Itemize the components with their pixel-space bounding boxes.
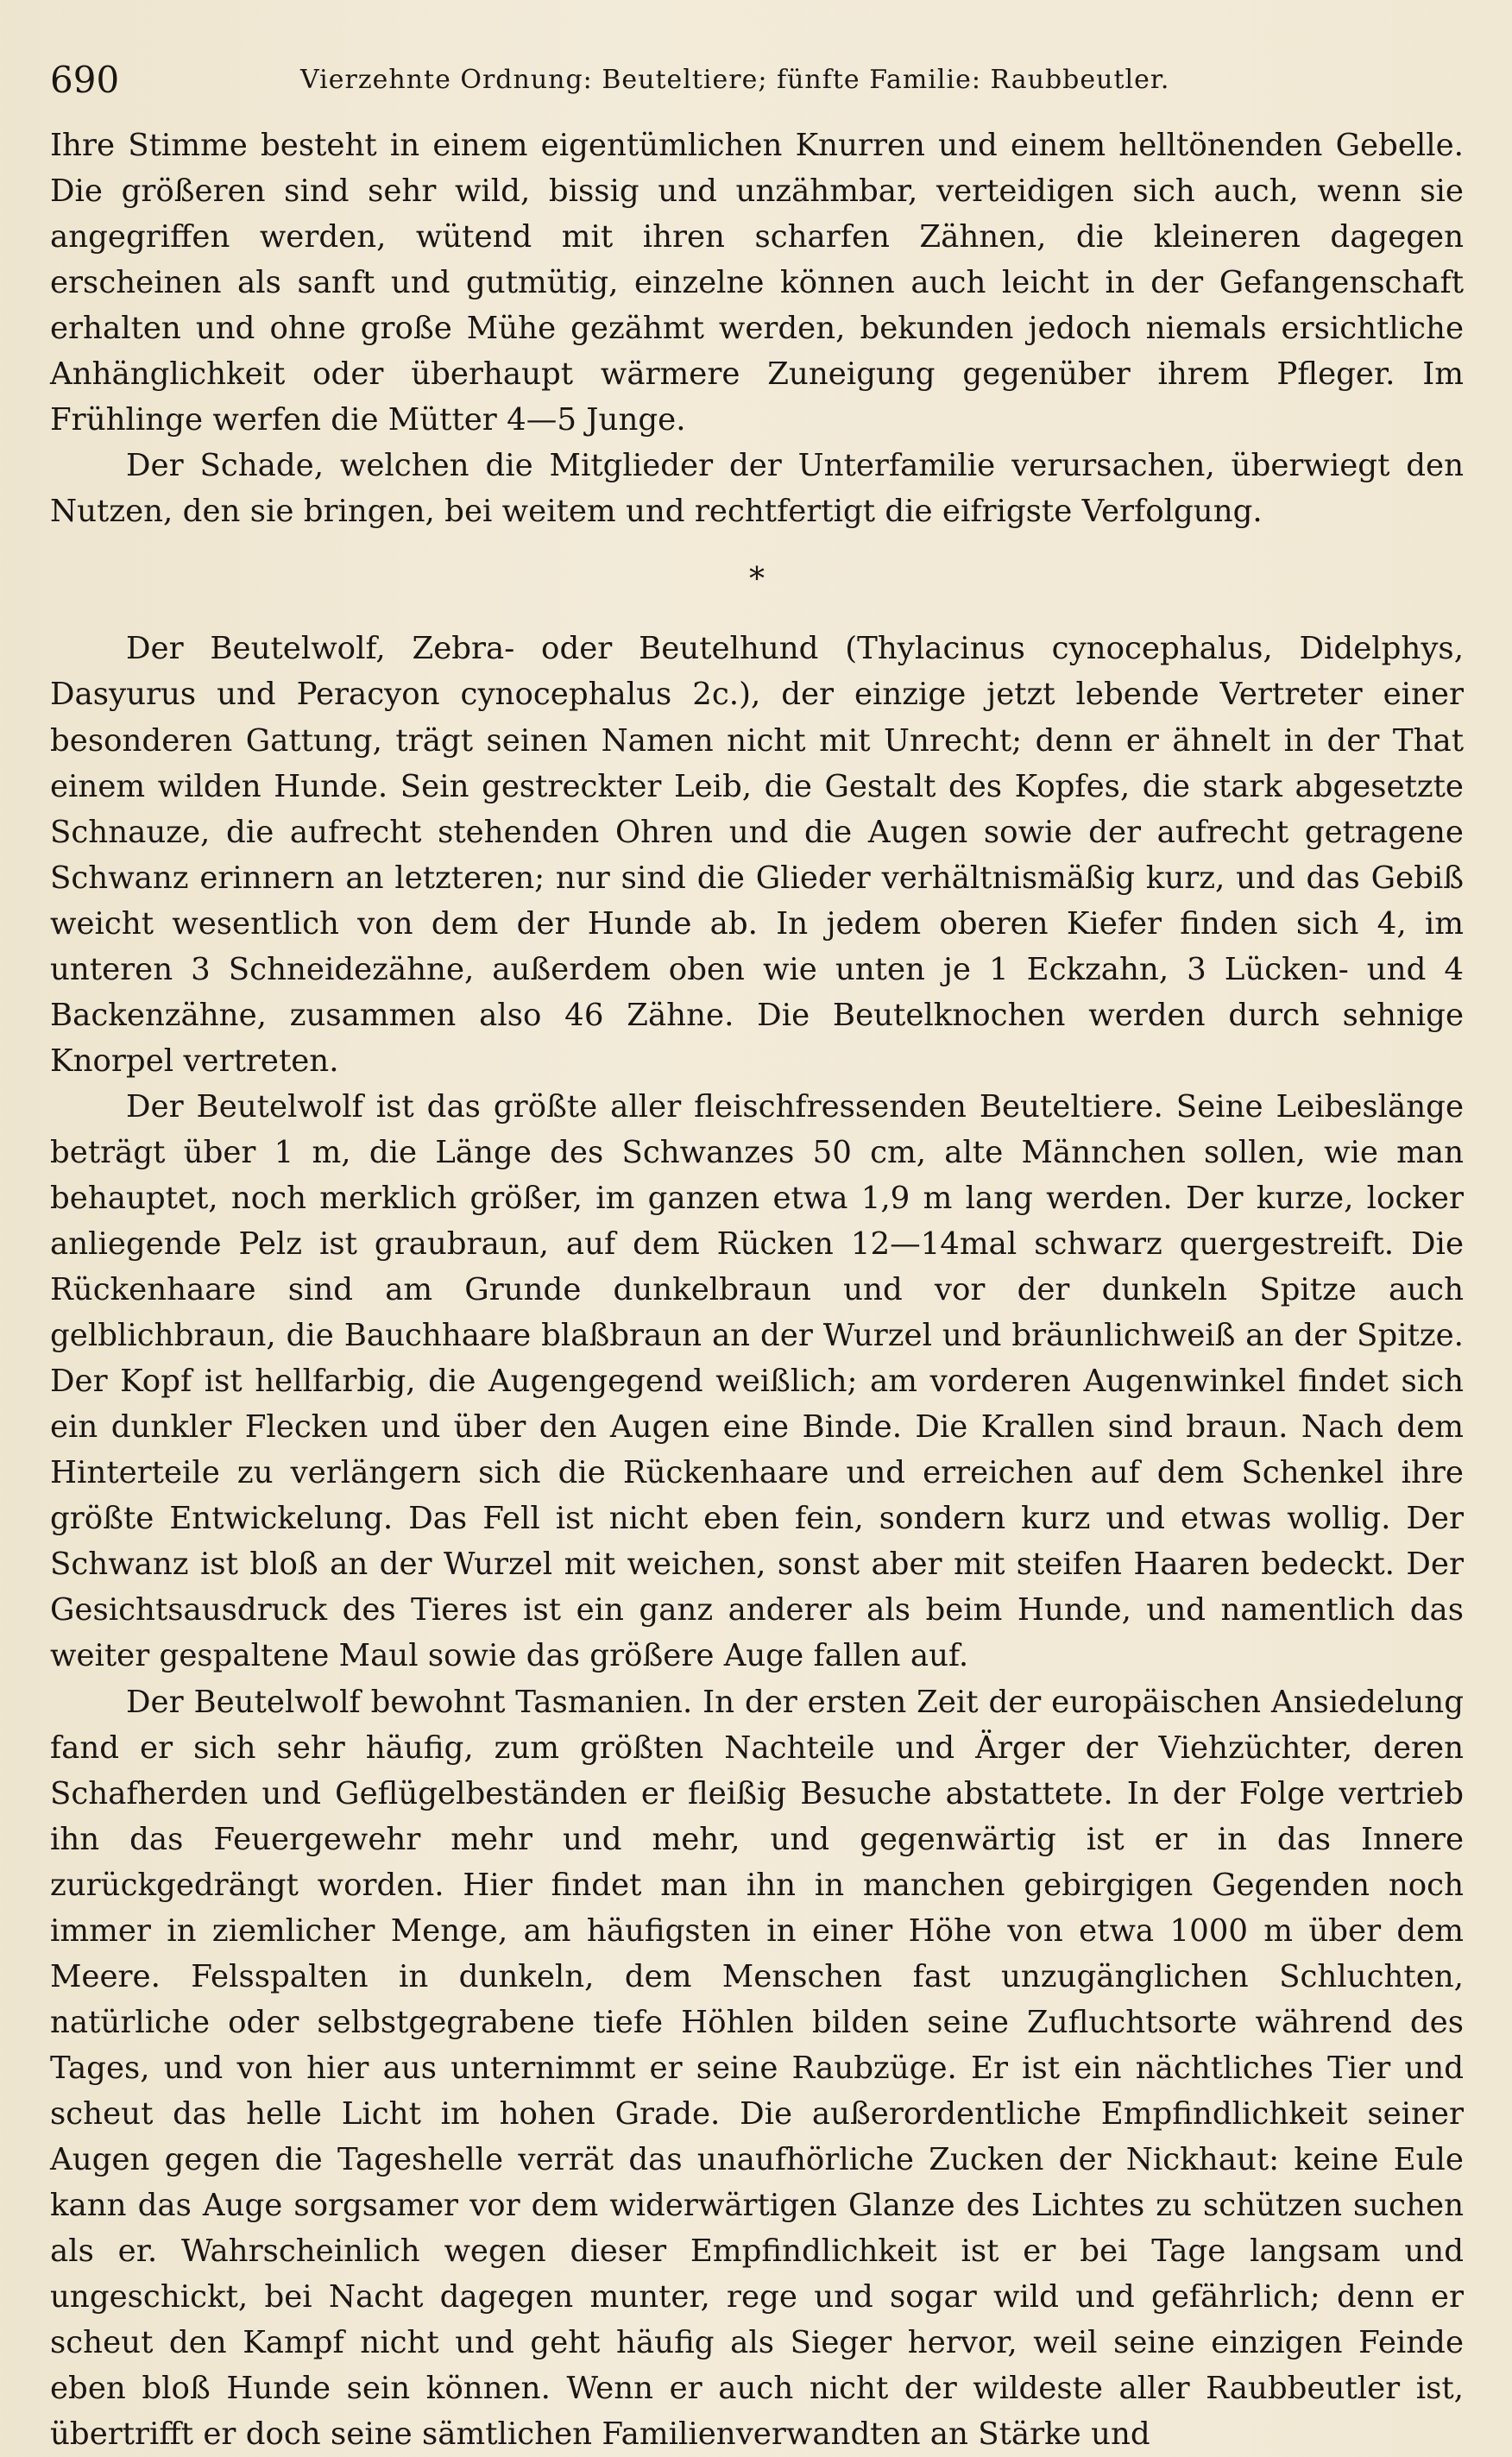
running-title: Vierzehnte Ordnung: Beuteltiere; fünfte Familie: Raubbeutler. xyxy=(300,54,1464,107)
paragraph-thylacine-habitat: Der Beutelwolf bewohnt Tasmanien. In der ersten Zeit der europäischen Ansiedelung fand er sich sehr häufig, zum größten Nachteile und Ärger der Viehzüchter, deren Schafherden und Geflügelbeständen er fleißig Besuche abstattete. In der Folge vertrieb ihn das Feuergewehr mehr und mehr, und gegenwärtig ist er in das Innere zurückgedrängt worden. Hier findet man ihn in manchen gebirgigen Gegenden noch immer in ziemlicher Menge, am häufigsten in einer Höhe von etwa 1000 m über dem Meere. Felsspalten in dunkeln, dem Menschen fast unzugänglichen Schluchten, natürliche oder selbstgegrabene tiefe Höhlen bilden seine Zufluchtsorte während des Tages, und von hier aus unternimmt er seine Raubzüge. Er ist ein nächtliches Tier und scheut das helle Licht im hohen Grade. Die außerordentliche Empfindlichkeit seiner Augen gegen die Tageshelle verrät das unaufhörliche Zucken der Nickhaut: keine Eule kann das Auge sorgsamer vor dem widerwärtigen Glanze des Lichtes zu schützen suchen als er. Wahrscheinlich wegen dieser Empfindlichkeit ist er bei Tage langsam und ungeschickt, bei Nacht dagegen munter, rege und sogar wild und gefährlich; denn er scheut den Kampf nicht und geht häufig als Sieger hervor, weil seine einzigen Feinde eben bloß Hunde sein können. Wenn er auch nicht der wildeste aller Raubbeutler ist, übertrifft er doch seine sämtlichen Familienverwandten an Stärke und xyxy=(50,1679,1464,2457)
paragraph-thylacine-description: Der Beutelwolf ist das größte aller fleischfressenden Beuteltiere. Seine Leibeslänge beträgt über 1 m, die Länge des Schwanzes 50 cm, alte Männchen sollen, wie man behauptet, noch merklich größer, im ganzen etwa 1,9 m lang werden. Der kurze, locker anliegende Pelz ist graubraun, auf dem Rücken 12—14mal schwarz quergestreift. Die Rückenhaare sind am Grunde dunkelbraun und vor der dunkeln Spitze auch gelblichbraun, die Bauchhaare blaßbraun an der Wurzel und bräunlichweiß an der Spitze. Der Kopf ist hellfarbig, die Augengegend weißlich; am vorderen Augenwinkel findet sich ein dunkler Flecken und über den Augen eine Binde. Die Krallen sind braun. Nach dem Hinterteile zu verlängern sich die Rückenhaare und erreichen auf dem Schenkel ihre größte Entwickelung. Das Fell ist nicht eben fein, sondern kurz und etwas wollig. Der Schwanz ist bloß an der Wurzel mit weichen, sonst aber mit steifen Haaren bedeckt. Der Gesichtsausdruck des Tieres ist ein ganz anderer als beim Hunde, und namentlich das weiter gespaltene Maul sowie das größere Auge fallen auf. xyxy=(50,1084,1464,1679)
running-head xyxy=(50,54,1464,107)
paragraph-voice-temperament: Ihre Stimme besteht in einem eigentümlichen Knurren und einem helltönenden Gebelle. Die größeren sind sehr wild, bissig und unzähmbar, verteidigen sich auch, wenn sie angegriffen werden, wütend mit ihren scharfen Zähnen, die kleineren dagegen erscheinen als sanft und gutmütig, einzelne können auch leicht in der Gefangenschaft erhalten und ohne große Mühe gezähmt werden, bekunden jedoch niemals ersichtliche Anhänglichkeit oder überhaupt wärmere Zuneigung gegenüber ihrem Pfleger. Im Frühlinge werfen die Mütter 4—5 Junge. xyxy=(50,123,1464,443)
section-divider-asterisk: * xyxy=(50,534,1464,626)
paragraph-damage: Der Schade, welchen die Mitglieder der Unterfamilie verursachen, überwiegt den Nutzen, den sie bringen, bei weitem und rechtfertigt die eifrigste Verfolgung. xyxy=(50,443,1464,534)
paragraph-thylacine-intro: Der Beutelwolf, Zebra- oder Beutelhund (Thylacinus cynocephalus, Didelphys, Dasyurus und Peracyon cynocephalus 2c.), der einzige jetzt lebende Vertreter einer besonderen Gattung, trägt seinen Namen nicht mit Unrecht; denn er ähnelt in der That einem wilden Hunde. Sein gestreckter Leib, die Gestalt des Kopfes, die stark abgesetzte Schnauze, die aufrecht stehenden Ohren und die Augen sowie der aufrecht getragene Schwanz erinnern an letzteren; nur sind die Glieder verhältnismäßig kurz, und das Gebiß weicht wesentlich von dem der Hunde ab. In jedem oberen Kiefer finden sich 4, im unteren 3 Schneidezähne, außerdem oben wie unten je 1 Eckzahn, 3 Lücken- und 4 Backenzähne, zusammen also 46 Zähne. Die Beutelknochen werden durch sehnige Knorpel vertreten. xyxy=(50,626,1464,1083)
page-number: 690 xyxy=(50,54,119,107)
